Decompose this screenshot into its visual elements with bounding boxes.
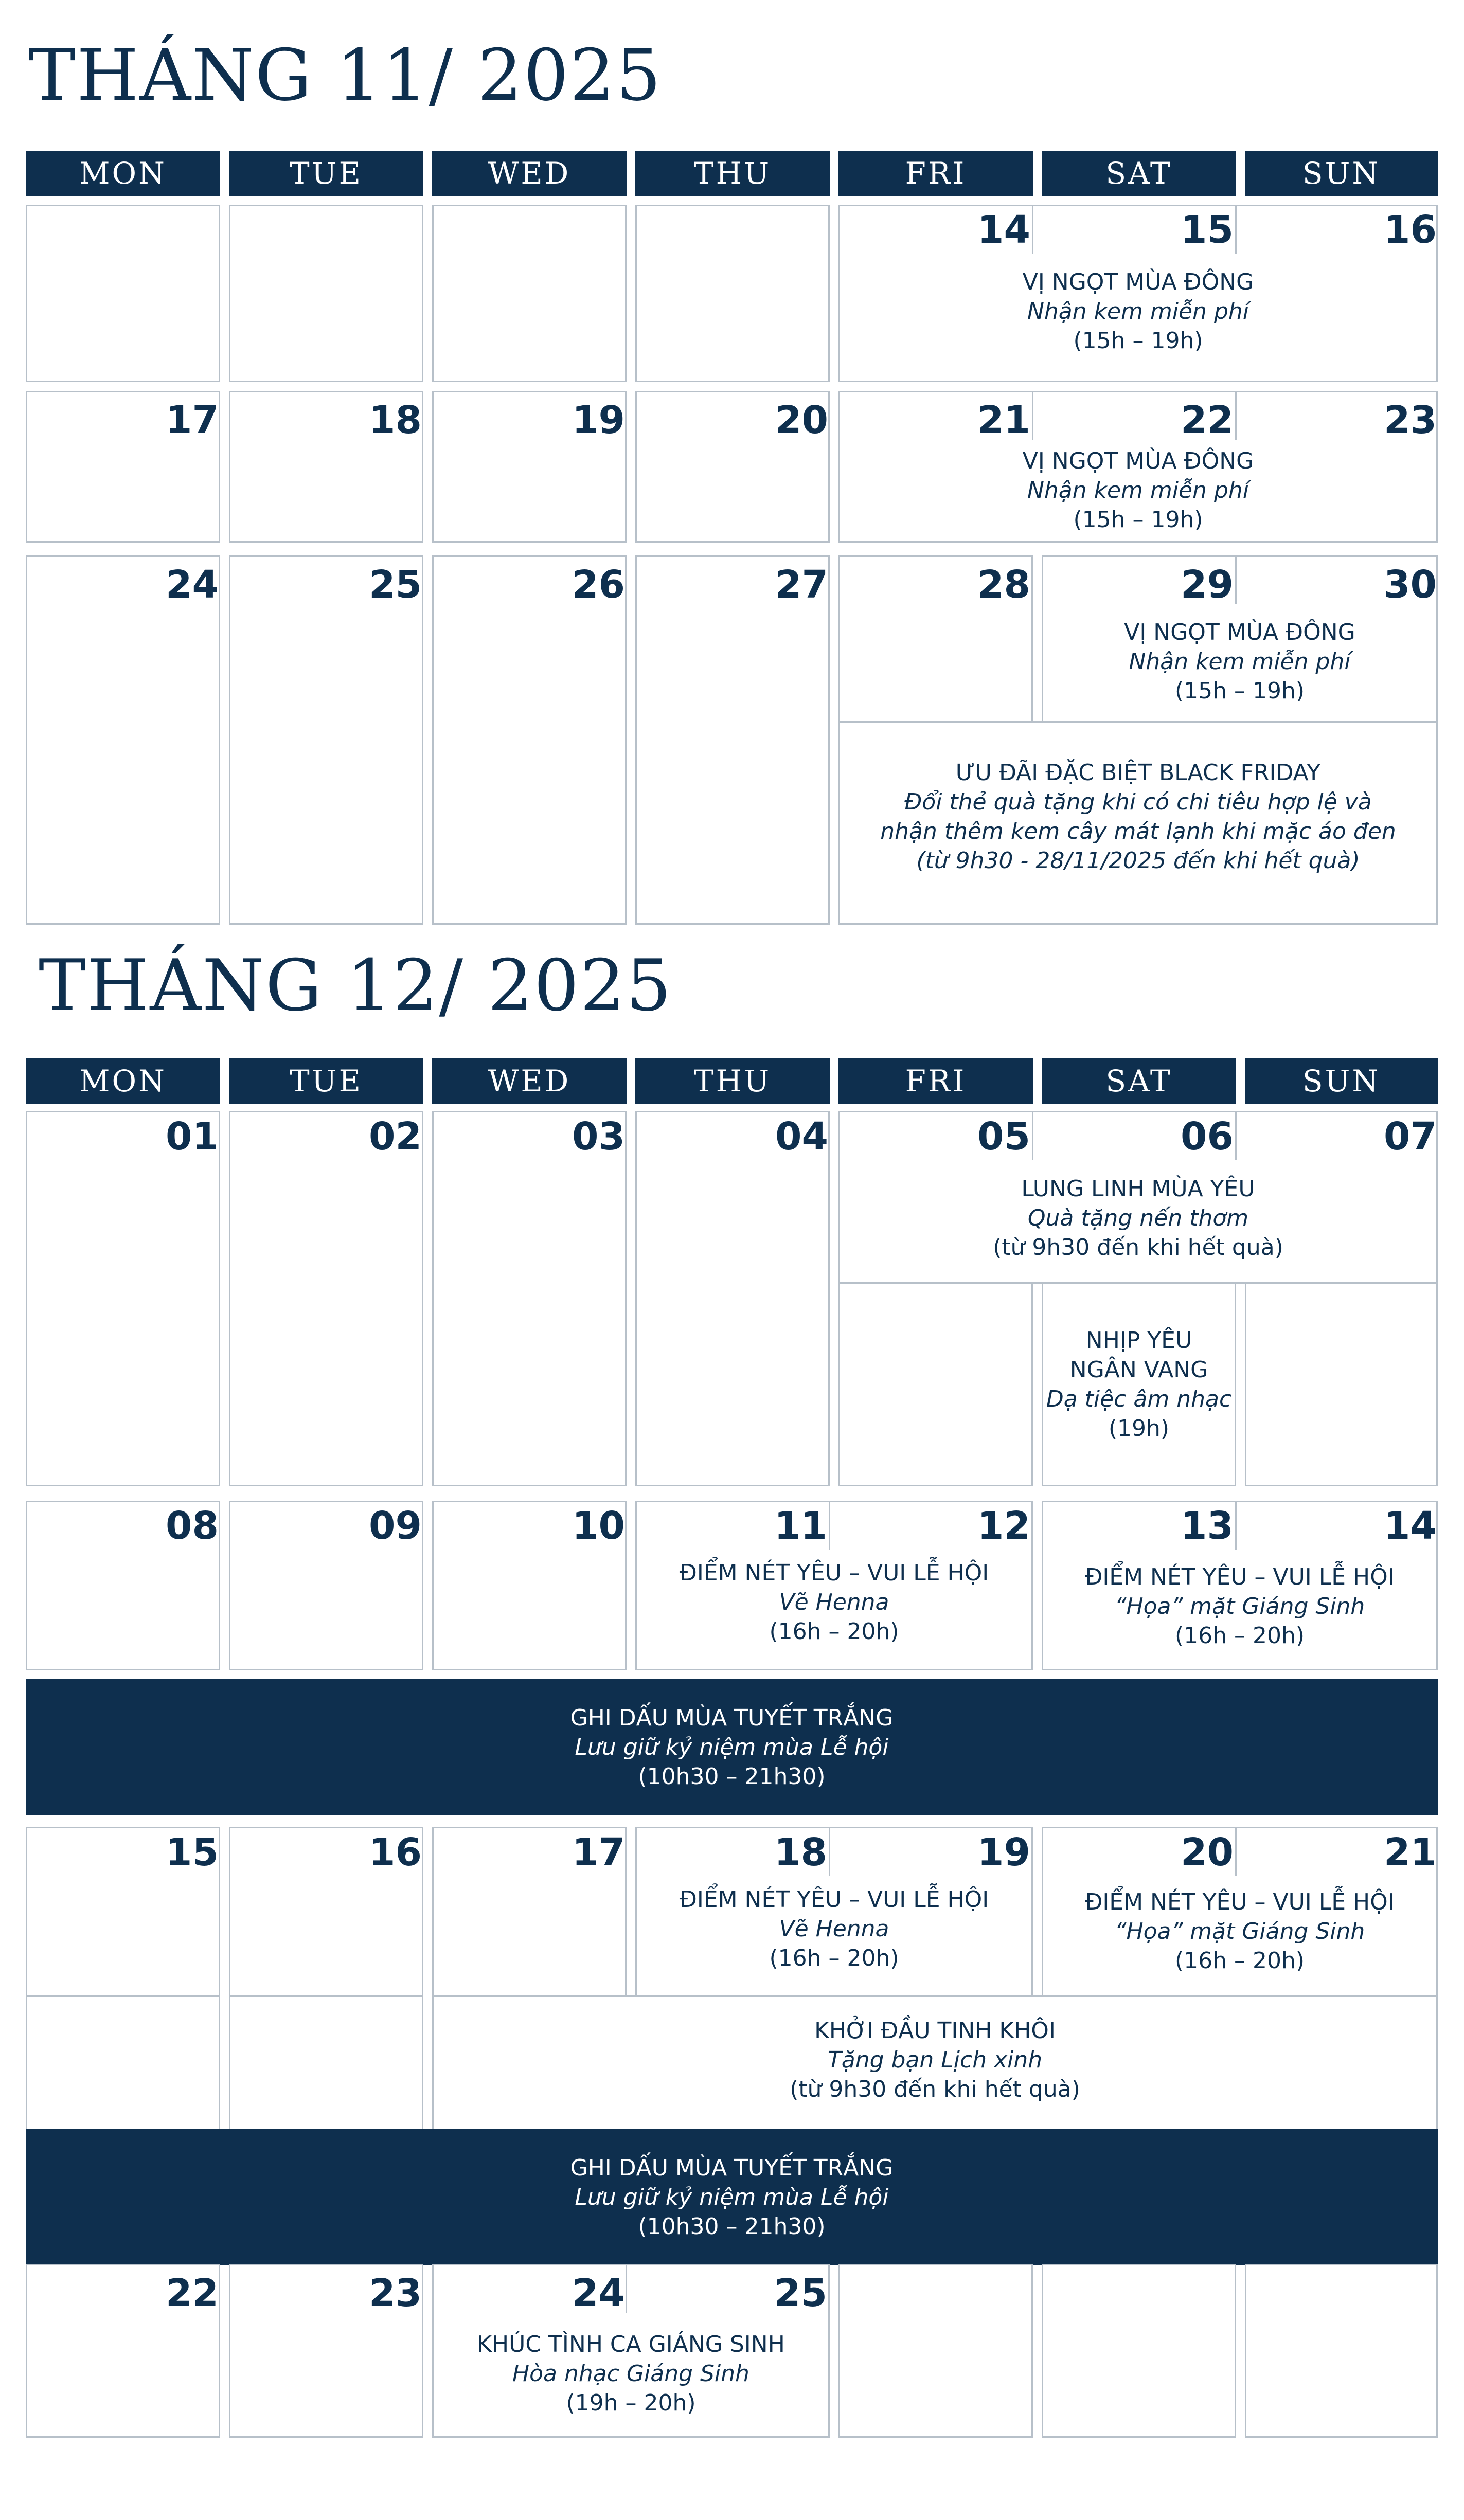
event-vi-ngot-mua-dong (838, 446, 1438, 534)
day-number: 14 (1384, 1504, 1437, 1548)
day-cell[interactable] (26, 1111, 220, 1486)
day-divider (1032, 392, 1033, 440)
event-time: (15h – 19h) (1073, 328, 1203, 354)
day-divider (1235, 557, 1237, 604)
empty-cell (432, 205, 627, 382)
empty-cell (1245, 1282, 1438, 1486)
event-diem-net-yeu-hoa-mat (1042, 1562, 1438, 1650)
event-time: (15h – 19h) (1174, 678, 1305, 704)
day-number: 17 (166, 398, 219, 442)
event-subtitle: Đổi thẻ quà tặng khi có chi tiêu hợp lệ và nhận thêm kem cây mát lạnh khi mặc áo đen (880, 789, 1396, 844)
day-cell[interactable] (635, 1111, 830, 1486)
event-black-friday (838, 758, 1438, 875)
day-number: 29 (1181, 563, 1234, 607)
weekday-sun: SUN (1245, 1058, 1438, 1104)
day-divider (1032, 206, 1033, 254)
weekday-thu: THU (635, 1058, 830, 1104)
day-number: 02 (369, 1114, 422, 1159)
day-number: 23 (369, 2271, 422, 2315)
day-number: 30 (1384, 563, 1437, 607)
weekday-fri: FRI (838, 151, 1033, 196)
day-number: 09 (369, 1504, 422, 1548)
day-divider (1235, 206, 1237, 254)
day-cell[interactable] (26, 555, 220, 925)
day-number: 03 (572, 1114, 625, 1159)
weekday-mon: MON (26, 1058, 220, 1104)
day-divider (829, 1502, 830, 1550)
day-divider (1235, 1112, 1237, 1160)
event-title: KHÚC TÌNH CA GIÁNG SINH (477, 2331, 785, 2357)
event-subtitle: Vẽ Henna (779, 1589, 889, 1615)
weekday-tue: TUE (229, 1058, 423, 1104)
event-diem-net-yeu-henna (635, 1885, 1033, 1973)
day-number: 21 (977, 398, 1030, 442)
day-number: 24 (572, 2271, 625, 2315)
day-number: 20 (1181, 1830, 1234, 1875)
day-number: 25 (369, 563, 422, 607)
event-title: VỊ NGỌT MÙA ĐÔNG (1022, 269, 1254, 295)
day-number: 05 (977, 1114, 1030, 1159)
weekday-sat: SAT (1042, 1058, 1236, 1104)
day-divider (1235, 1502, 1237, 1550)
day-number: 15 (166, 1830, 219, 1875)
day-divider (829, 1828, 830, 1876)
event-subtitle: Nhận kem miễn phí (1027, 477, 1249, 503)
day-number: 06 (1181, 1114, 1234, 1159)
weekday-fri: FRI (838, 1058, 1033, 1104)
day-number: 04 (775, 1114, 828, 1159)
event-subtitle: Dạ tiệc âm nhạc (1046, 1386, 1232, 1412)
day-number: 26 (572, 563, 625, 607)
event-subtitle: Quà tặng nến thơm (1027, 1205, 1249, 1231)
event-title: GHI DẤU MÙA TUYẾT TRẮNG (570, 1705, 894, 1731)
day-number: 11 (774, 1504, 827, 1548)
empty-cell (26, 205, 220, 382)
day-number: 18 (774, 1830, 827, 1875)
day-number: 22 (166, 2271, 219, 2315)
day-number: 01 (166, 1114, 219, 1159)
december-title: THÁNG 12/ 2025 (39, 944, 673, 1027)
day-number: 16 (1384, 208, 1437, 252)
event-vi-ngot-mua-dong (1042, 618, 1438, 706)
empty-cell (1245, 2264, 1438, 2438)
event-band-ghi-dau-mua-tuyet-trang[interactable] (26, 1679, 1438, 1815)
event-subtitle: Lưu giữ kỷ niệm mùa Lễ hội (575, 1734, 889, 1760)
event-title: VỊ NGỌT MÙA ĐÔNG (1022, 448, 1254, 474)
event-vi-ngot-mua-dong (838, 267, 1438, 355)
day-number: 25 (774, 2271, 827, 2315)
event-subtitle: Tặng bạn Lịch xinh (827, 2047, 1043, 2073)
empty-cell (26, 1995, 220, 2130)
event-title: VỊ NGỌT MÙA ĐÔNG (1124, 619, 1355, 645)
day-divider (1235, 1828, 1237, 1876)
day-number: 22 (1181, 398, 1234, 442)
day-number: 18 (369, 398, 422, 442)
empty-cell (229, 1995, 423, 2130)
event-title: ĐIỂM NÉT YÊU – VUI LỄ HỘI (1085, 1564, 1395, 1590)
event-subtitle: “Họa” mặt Giáng Sinh (1114, 1593, 1365, 1619)
event-time: (16h – 20h) (769, 1618, 899, 1645)
event-time: (19h – 20h) (566, 2390, 696, 2416)
event-title: ĐIỂM NÉT YÊU – VUI LỄ HỘI (679, 1886, 989, 1913)
empty-cell (838, 2264, 1033, 2438)
weekday-thu: THU (635, 151, 830, 196)
event-title: ĐIỂM NÉT YÊU – VUI LỄ HỘI (679, 1560, 989, 1586)
event-khuc-tinh-ca-giang-sinh (432, 2330, 830, 2418)
empty-cell (1042, 2264, 1236, 2438)
day-cell[interactable] (229, 555, 423, 925)
day-number: 15 (1181, 208, 1234, 252)
event-time: (từ 9h30 đến khi hết quà) (790, 2076, 1080, 2102)
day-number: 07 (1384, 1114, 1437, 1159)
event-subtitle: Nhận kem miễn phí (1129, 649, 1351, 675)
event-time: (10h30 – 21h30) (638, 2213, 826, 2240)
day-number: 19 (977, 1830, 1030, 1875)
weekday-wed: WED (432, 1058, 627, 1104)
day-number: 16 (369, 1830, 422, 1875)
day-number: 23 (1384, 398, 1437, 442)
day-number: 24 (166, 563, 219, 607)
day-cell[interactable] (635, 555, 830, 925)
day-divider (626, 2265, 627, 2313)
weekday-tue: TUE (229, 151, 423, 196)
event-subtitle: Nhận kem miễn phí (1027, 298, 1249, 325)
weekday-sun: SUN (1245, 151, 1438, 196)
day-number: 20 (775, 398, 828, 442)
event-time: (16h – 20h) (769, 1945, 899, 1971)
day-cell[interactable] (432, 555, 627, 925)
empty-cell (229, 205, 423, 382)
event-title: KHỞI ĐẦU TINH KHÔI (814, 2018, 1056, 2044)
day-number: 12 (977, 1504, 1030, 1548)
weekday-wed: WED (432, 151, 627, 196)
day-divider (1032, 1112, 1033, 1160)
day-number: 21 (1384, 1830, 1437, 1875)
day-number: 17 (572, 1830, 625, 1875)
event-time: (từ 9h30 đến khi hết quà) (993, 1234, 1283, 1261)
day-divider (1235, 392, 1237, 440)
event-time: (từ 9h30 - 28/11/2025 đến khi hết quà) (916, 848, 1360, 874)
event-subtitle: Vẽ Henna (779, 1916, 889, 1942)
event-nhip-yeu-ngan-vang (1042, 1326, 1236, 1443)
event-time: (15h – 19h) (1073, 507, 1203, 533)
day-number: 13 (1181, 1504, 1234, 1548)
day-number: 28 (977, 563, 1030, 607)
event-time: (10h30 – 21h30) (638, 1763, 826, 1790)
event-time: (19h) (1108, 1415, 1170, 1442)
event-khoi-dau-tinh-khoi (432, 2016, 1438, 2104)
event-time: (16h – 20h) (1174, 1623, 1305, 1649)
event-title: LUNG LINH MÙA YÊU (1021, 1176, 1255, 1202)
weekday-mon: MON (26, 151, 220, 196)
event-subtitle: Hòa nhạc Giáng Sinh (512, 2361, 749, 2387)
day-cell[interactable] (229, 1111, 423, 1486)
day-number: 10 (572, 1504, 625, 1548)
event-diem-net-yeu-hoa-mat (1042, 1887, 1438, 1975)
event-title: NHỊP YÊU NGÂN VANG (1069, 1327, 1208, 1383)
event-band-ghi-dau-mua-tuyet-trang[interactable] (26, 2129, 1438, 2265)
november-title: THÁNG 11/ 2025 (28, 34, 663, 117)
event-title: ƯU ĐÃI ĐẶC BIỆT BLACK FRIDAY (955, 760, 1321, 786)
event-subtitle: “Họa” mặt Giáng Sinh (1114, 1918, 1365, 1945)
weekday-sat: SAT (1042, 151, 1236, 196)
event-lung-linh-mua-yeu (838, 1174, 1438, 1262)
day-number: 14 (977, 208, 1030, 252)
event-subtitle: Lưu giữ kỷ niệm mùa Lễ hội (575, 2184, 889, 2210)
day-number: 27 (775, 563, 828, 607)
day-cell[interactable] (432, 1111, 627, 1486)
day-number: 08 (166, 1504, 219, 1548)
empty-cell (838, 1282, 1033, 1486)
event-title: GHI DẤU MÙA TUYẾT TRẮNG (570, 2155, 894, 2181)
empty-cell (635, 205, 830, 382)
event-diem-net-yeu-henna (635, 1558, 1033, 1646)
day-number: 19 (572, 398, 625, 442)
event-title: ĐIỂM NÉT YÊU – VUI LỄ HỘI (1085, 1889, 1395, 1915)
event-time: (16h – 20h) (1174, 1948, 1305, 1974)
